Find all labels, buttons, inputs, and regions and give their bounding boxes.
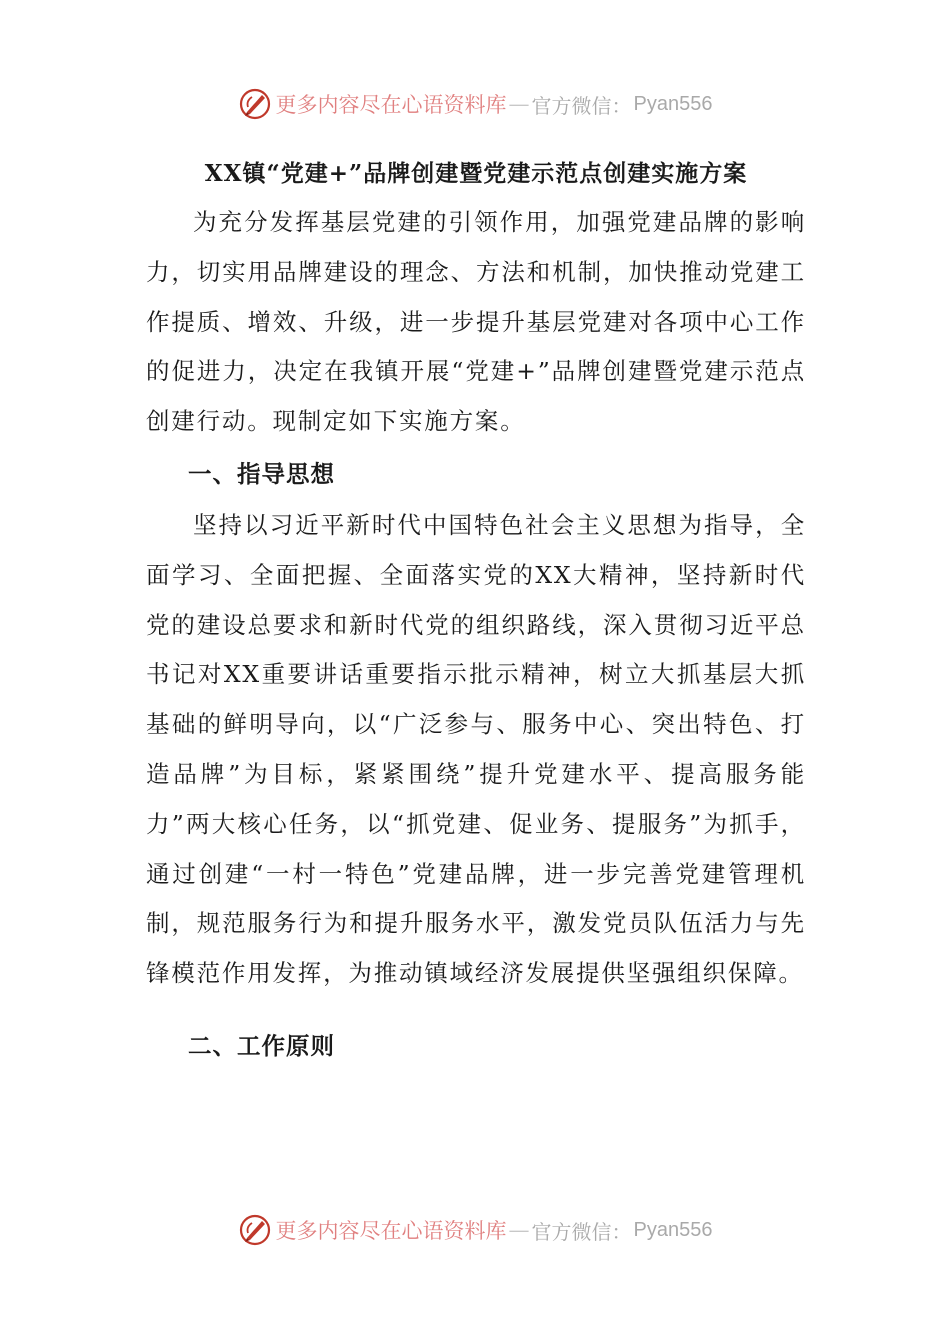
footer-banner xyxy=(0,1208,950,1252)
pen-nib-icon xyxy=(238,87,272,121)
header-banner xyxy=(0,82,950,126)
section-heading-guiding-thought: 一、指导思想 xyxy=(188,459,335,488)
banner-wechat-id: Pyan556 xyxy=(633,1218,713,1241)
document-body xyxy=(146,150,806,1073)
intro-paragraph: 为充分发挥基层党建的引领作用，加强党建品牌的影响力，切实用品牌建设的理念、方法和机制，加快推动党建工作提质、增效、升级，进一步提升基层党建对各项中心工作的促进力，决定在我镇开展“党建+”品牌创建暨党建示范点创建行动。现制定如下实施方案。 xyxy=(146,208,806,436)
banner-brand-text: 更多内容尽在心语资料库 xyxy=(275,1219,507,1243)
document-title: XX镇“党建+”品牌创建暨党建示范点创建实施方案 xyxy=(204,160,748,187)
banner-wechat-id: Pyan556 xyxy=(633,92,713,115)
section-heading-work-principles: 二、工作原则 xyxy=(188,1031,335,1060)
banner-brand-text: 更多内容尽在心语资料库 xyxy=(275,93,507,117)
banner-separator: — xyxy=(508,1218,530,1242)
banner-separator: — xyxy=(508,92,530,116)
pen-nib-icon xyxy=(238,1213,272,1247)
section-body-guiding-thought: 坚持以习近平新时代中国特色社会主义思想为指导，全面学习、全面把握、全面落实党的XX大精神，坚持新时代党的建设总要求和新时代党的组织路线，深入贯彻习近平总书记对XX重要讲话重要指示批示精神，树立大抓基层大抓基础的鲜明导向，以“广泛参与、服务中心、突出特色、打造品牌”为目标，紧紧围绕”提升党建水平、提高服务能力”两大核心任务，以“抓党建、促业务、提服务”为抓手，通过创建“一村一特色”党建品牌，进一步完善党建管理机制，规范服务行为和提升服务水平，激发党员队伍活力与先锋模范作用发挥，为推动镇域经济发展提供坚强组织保障。 xyxy=(146,510,806,988)
banner-wechat-label: 官方微信： xyxy=(531,93,632,118)
banner-wechat-label: 官方微信： xyxy=(531,1219,632,1244)
